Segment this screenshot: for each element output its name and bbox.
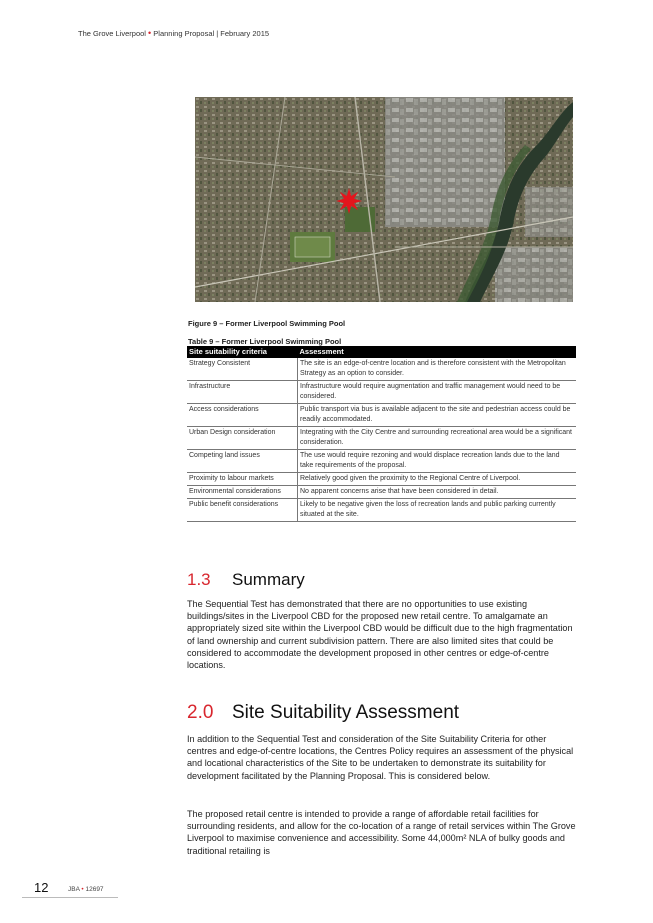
table-row	[187, 450, 576, 473]
assessment-cell: Integrating with the City Centre and surrounding recreational area would be a significant consideration.	[298, 427, 577, 450]
summary-heading	[187, 570, 305, 590]
header-assessment: Assessment	[298, 346, 577, 358]
criteria-table	[187, 346, 576, 522]
footer-reference	[68, 886, 104, 893]
footer-ref: 12697	[85, 886, 104, 893]
table-caption: Table 9 – Former Liverpool Swimming Pool	[188, 337, 342, 346]
table-row	[187, 427, 576, 450]
summary-paragraph: The Sequential Test has demonstrated that there are no opportunities to use existing buildings/sites in the Liverpool CBD for the proposed new retail centre. To amalgamate an appropriately sized site within the Liverpool CBD would be difficult due to the high fragmentation of land ownership and current subdivision pattern. There are also limited sites that could be considered to accommodate the development proposed in other centres or edge-of-centre locations.	[187, 599, 573, 671]
summary-title: Summary	[232, 570, 305, 589]
assessment-paragraph-2: The proposed retail centre is intended to provide a range of affordable retail facilities for surrounding residents, and allow for the co-location of a range of retail services within The Grove Liverpool to maximise convenience and accessibility. Some 44,000m² NLA of bulky goods and traditional retailing is	[187, 809, 576, 856]
criteria-cell: Access considerations	[187, 404, 298, 427]
assessment-title: Site Suitability Assessment	[232, 702, 460, 723]
page-number: 12	[34, 880, 49, 895]
assessment-cell: Relatively good given the proximity to the Regional Centre of Liverpool.	[298, 473, 577, 486]
criteria-cell: Public benefit considerations	[187, 499, 298, 522]
table-header-row	[187, 346, 576, 358]
assessment-cell: Likely to be negative given the loss of recreation lands and public parking currently situated at the site.	[298, 499, 577, 522]
criteria-cell: Strategy Consistent	[187, 358, 298, 381]
footer-divider	[22, 897, 118, 898]
header-bullet: •	[148, 28, 152, 38]
assessment-cell: The use would require rezoning and would displace recreation lands due to the land take requirements of the proposal.	[298, 450, 577, 473]
criteria-cell: Proximity to labour markets	[187, 473, 298, 486]
running-header	[78, 28, 269, 38]
header-criteria: Site suitability criteria	[187, 346, 298, 358]
header-doc: Planning Proposal | February 2015	[153, 29, 270, 38]
aerial-photo	[195, 97, 573, 302]
assessment-heading	[187, 702, 459, 724]
table-row	[187, 473, 576, 486]
criteria-cell: Competing land issues	[187, 450, 298, 473]
criteria-cell: Infrastructure	[187, 381, 298, 404]
table-row	[187, 499, 576, 522]
table-row	[187, 404, 576, 427]
assessment-number: 2.0	[187, 702, 214, 723]
table-row	[187, 358, 576, 381]
aerial-photo-graphic	[195, 97, 573, 302]
assessment-cell: Infrastructure would require augmentation and traffic management would need to be considered.	[298, 381, 577, 404]
assessment-cell: Public transport via bus is available adjacent to the site and pedestrian access could be readily accommodated.	[298, 404, 577, 427]
header-project: The Grove Liverpool	[78, 29, 146, 38]
criteria-cell: Environmental considerations	[187, 486, 298, 499]
assessment-cell: No apparent concerns arise that have been considered in detail.	[298, 486, 577, 499]
table-row	[187, 486, 576, 499]
summary-number: 1.3	[187, 570, 211, 589]
criteria-cell: Urban Design consideration	[187, 427, 298, 450]
footer-org: JBA	[68, 886, 80, 893]
figure-caption: Figure 9 – Former Liverpool Swimming Pool	[188, 319, 346, 328]
assessment-cell: The site is an edge-of-centre location and is therefore consistent with the Metropolitan Strategy as an option to consider.	[298, 358, 577, 381]
table-row	[187, 381, 576, 404]
site-marker-star-icon	[336, 188, 362, 214]
assessment-paragraph-1: In addition to the Sequential Test and consideration of the Site Suitability Criteria for other centres and edge-of-centre locations, the Centres Policy requires an assessment of the physical and locational characteristics of the Site to be undertaken to demonstrate its suitability for development facilitated by the Planning Proposal. This is considered below.	[187, 734, 574, 781]
footer-bullet: •	[81, 886, 84, 893]
